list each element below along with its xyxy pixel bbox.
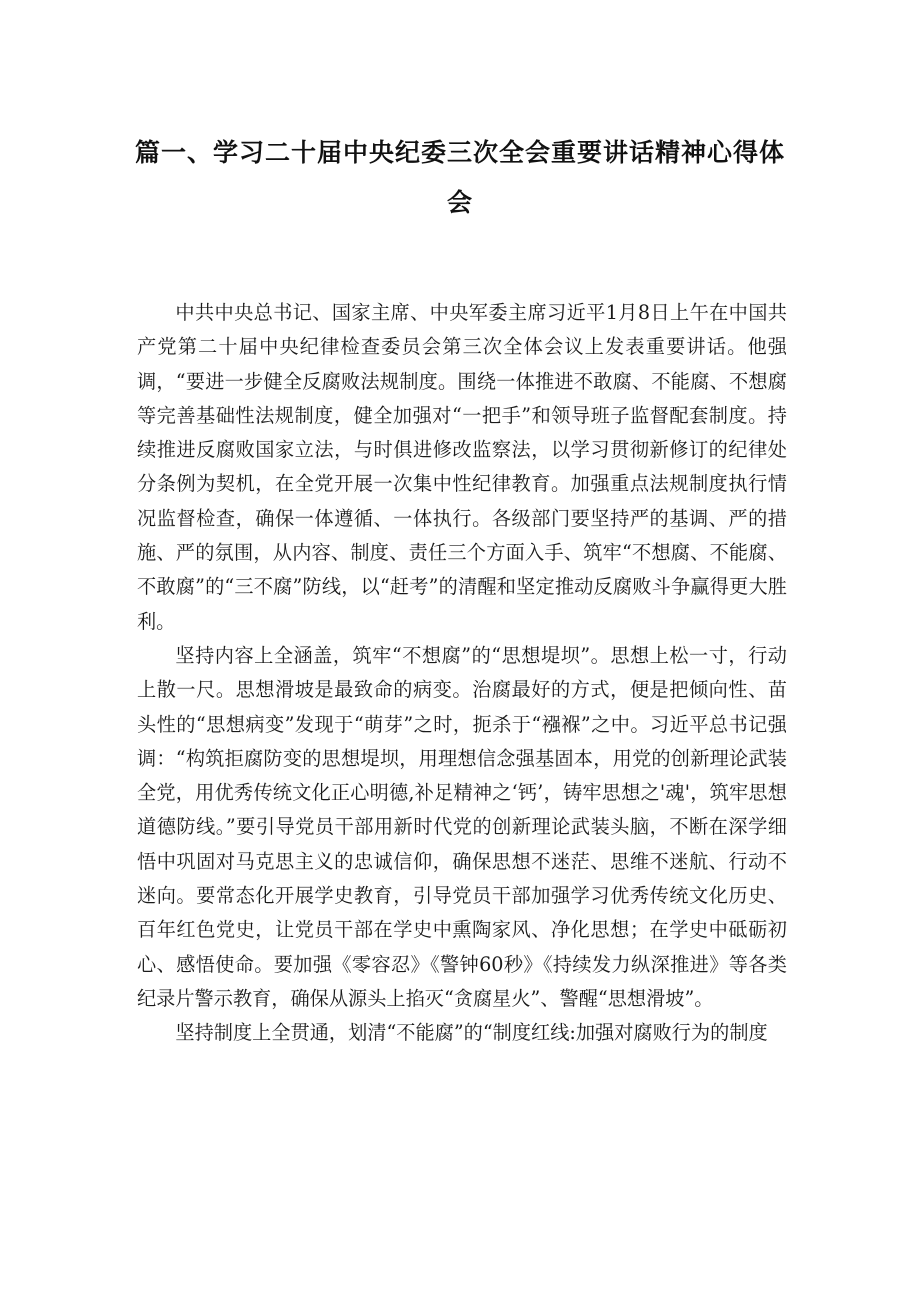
paragraph: 坚持制度上全贯通，划清“不能腐”的“制度红线:加强对腐败行为的制度 [175,1021,768,1045]
paragraph: 中共中央总书记、国家主席、中央军委主席习近平1月8日上午在中国共产党第二十届中央纪律检查委员会第三次全体会议上发表重要讲话。他强调，“要进一步健全反腐败法规制度。围绕一体推进不敢腐、不能腐、不想腐等完善基础性法规制度，健全加强对“一把手”和领导班子监督配套制度。持续推进反腐败国家立法，与时俱进修改监察法，以学习贯彻新修订的纪律处分条例为契机，在全党开展一次集中性纪律教育。加强重点法规制度执行情况监督检查，确保一体遵循、一体执行。各级部门要坚持严的基调、严的措施、严的氛围，从内容、制度、责任三个方面入手、筑牢“不想腐、不能腐、不敢腐”的“三不腐”防线，以“赶考”的清醒和坚定推动反腐败斗争赢得更大胜利。 [137,301,787,633]
paragraph: 坚持内容上全涵盖，筑牢“不想腐”的“思想堤坝”。思想上松一寸，行动上散一尺。思想滑坡是最致命的病变。治腐最好的方式，便是把倾向性、苗头性的“思想病变”发现于“萌芽”之时，扼杀于“襁褓”之中。习近平总书记强调：“构筑拒腐防变的思想堤坝，用理想信念强基固本，用党的创新理论武装全党，用优秀传统文化正心明德,补足精神之‘钙’，铸牢思想之'魂'，筑牢思想道德防线。”要引导党员干部用新时代党的创新理论武装头脑，不断在深学细悟中巩固对马克思主义的忠诚信仰，确保思想不迷茫、思维不迷航、行动不迷向。要常态化开展学史教育，引导党员干部加强学习优秀传统文化历史、百年红色党史，让党员干部在学史中熏陶家风、净化思想；在学史中砥砺初心、感悟使命。要加强《零容忍》《警钟60秒》《持续发力纵深推进》等各类纪录片警示教育，确保从源头上掐灭“贪腐星火”、警醒“思想滑坡”。 [137,643,787,1010]
document-body [137,296,787,1051]
document-title: 篇一、学习二十届中央纪委三次全会重要讲话精神心得体会 [135,138,786,217]
